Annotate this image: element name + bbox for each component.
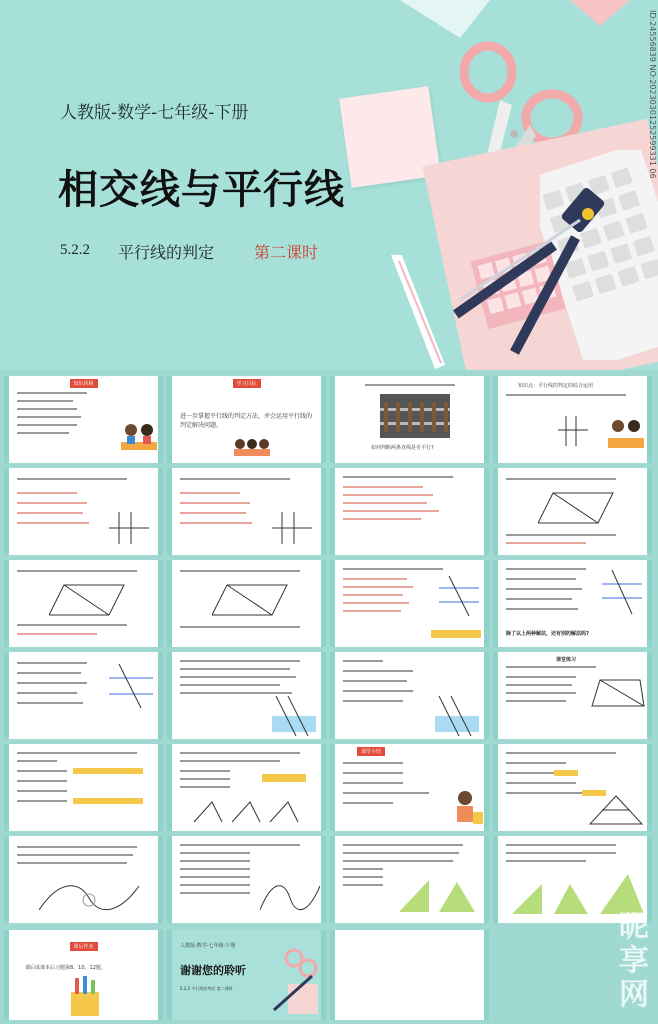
text-line — [180, 668, 290, 670]
text-line — [506, 676, 576, 678]
text-line — [180, 626, 300, 628]
text-line — [506, 762, 566, 764]
text-line — [17, 780, 67, 782]
text-line — [343, 700, 403, 702]
text-line — [506, 608, 578, 610]
watermark-id: ID:24556839 NO:20230301252599331 06 — [648, 10, 657, 179]
intersecting-lines-diagram-icon — [109, 664, 153, 708]
slide-thumb-5[interactable] — [4, 468, 163, 555]
slide-footer: 5.2.2 平行线的判定 第二课时 — [180, 986, 233, 991]
page-title: 相交线与平行线 — [58, 167, 345, 213]
text-line — [180, 522, 252, 524]
text-line — [17, 478, 127, 480]
slide-thumb-25[interactable] — [4, 930, 163, 1020]
slide-thumb-22[interactable] — [167, 836, 326, 923]
text-line — [17, 400, 73, 402]
text-line — [180, 884, 250, 886]
road-curve-diagram-icon — [260, 880, 320, 916]
slide-thumb-20[interactable] — [493, 744, 652, 831]
slide-thumb-17[interactable] — [4, 744, 163, 831]
compass-icon — [430, 180, 630, 370]
slide-text: 进一步掌握平行线的判定方法，并会运用平行线的判定解决问题。 — [180, 413, 313, 429]
text-line — [343, 602, 409, 604]
slide-thumb-4[interactable] — [493, 376, 652, 463]
slide-thumb-19[interactable] — [330, 744, 489, 831]
text-line — [180, 778, 230, 780]
text-line — [180, 868, 250, 870]
text-line — [17, 760, 57, 762]
slide-text: 除了以上两种解法，还有别的解法吗? — [506, 631, 589, 637]
text-line — [506, 568, 586, 570]
slide-thumb-12[interactable] — [493, 560, 652, 647]
scissors-compass-illustration-icon — [268, 940, 322, 1016]
text-line — [343, 510, 439, 512]
text-line — [506, 752, 616, 754]
text-line — [506, 692, 576, 694]
text-line — [343, 610, 401, 612]
parallel-lines-diagram-icon — [272, 512, 312, 544]
text-line — [17, 633, 97, 635]
set-square-diagram-icon — [395, 876, 479, 916]
slide-thumb-10[interactable] — [167, 560, 326, 647]
course-subtitle: 人教版-数学-七年级-下册 — [60, 103, 249, 123]
text-line — [506, 666, 596, 668]
pencil-holder-illustration-icon — [65, 976, 105, 1018]
parallelogram-diagram-icon — [212, 580, 292, 620]
text-line — [17, 862, 127, 864]
text-line — [343, 844, 463, 846]
text-line — [180, 502, 250, 504]
text-line — [180, 892, 250, 894]
text-line — [506, 852, 616, 854]
slide-thumb-6[interactable] — [167, 468, 326, 555]
text-line — [17, 672, 81, 674]
slide-text: 如何判断两条直线是否平行? — [371, 445, 434, 451]
text-line — [17, 424, 77, 426]
text-line — [180, 770, 230, 772]
slide-thumb-16[interactable] — [493, 652, 652, 739]
slide-thumb-14[interactable] — [167, 652, 326, 739]
text-line — [17, 770, 67, 772]
slide-tag: 课后作业 — [69, 942, 97, 951]
slide-thumb-9[interactable] — [4, 560, 163, 647]
text-line — [343, 586, 413, 588]
text-line — [506, 534, 616, 536]
text-line — [506, 844, 616, 846]
text-line — [180, 852, 250, 854]
text-line — [343, 762, 403, 764]
slide-thumb-1[interactable] — [4, 376, 163, 463]
text-line — [180, 752, 300, 754]
angle-diagrams-icon — [192, 798, 302, 826]
text-line — [17, 432, 69, 434]
text-line — [506, 684, 572, 686]
text-line — [343, 680, 407, 682]
text-line — [343, 876, 383, 878]
slide-tag: 课堂小结 — [357, 747, 385, 756]
text-line — [343, 860, 453, 862]
text-line — [343, 868, 383, 870]
text-line — [343, 670, 413, 672]
girl-illustration-icon — [449, 788, 485, 828]
text-line — [17, 522, 89, 524]
slide-title: 谢谢您的聆听 — [180, 964, 246, 977]
brand-watermark: 昵享网 — [613, 910, 648, 1012]
text-line — [343, 660, 383, 662]
text-line — [343, 594, 403, 596]
text-line — [506, 782, 576, 784]
text-line — [506, 598, 572, 600]
highlight-box — [262, 774, 306, 782]
students-illustration-icon — [232, 436, 272, 458]
parallel-lines-diagram-icon — [558, 416, 588, 446]
text-line — [17, 502, 87, 504]
parallelogram-diagram-icon — [49, 580, 129, 620]
text-line — [343, 852, 459, 854]
text-line — [343, 578, 407, 580]
text-line — [343, 518, 421, 520]
text-line — [17, 854, 133, 856]
slide-header: 课堂练习 — [556, 657, 577, 663]
text-line — [343, 884, 383, 886]
text-line — [343, 494, 433, 496]
text-line — [17, 492, 77, 494]
text-line — [180, 660, 300, 662]
intersecting-lines-diagram-icon — [602, 570, 642, 614]
text-line — [180, 676, 296, 678]
text-line — [506, 700, 566, 702]
text-line — [365, 384, 455, 386]
slide-thumb-2[interactable] — [167, 376, 326, 463]
text-line — [180, 876, 250, 878]
quadrilateral-diagram-icon — [590, 676, 646, 710]
text-line — [506, 478, 616, 480]
slide-thumb-7[interactable] — [330, 468, 489, 555]
text-line — [343, 802, 393, 804]
slide-thumb-15[interactable] — [330, 652, 489, 739]
text-line — [17, 800, 67, 802]
text-line — [17, 570, 137, 572]
text-line — [17, 692, 77, 694]
pink-paper-icon — [560, 0, 630, 30]
text-line — [180, 844, 300, 846]
slide-thumb-11[interactable] — [330, 560, 489, 647]
slide-text: 课后成课本后习题第8、10、12题。 — [25, 965, 106, 971]
text-line — [180, 760, 280, 762]
text-line — [343, 486, 423, 488]
students-illustration-icon — [119, 416, 159, 456]
text-line — [343, 782, 403, 784]
text-line — [506, 792, 582, 794]
slide-thumb-26[interactable] — [167, 930, 326, 1020]
slide-header: 人教版-数学-七年级-下册 — [180, 943, 236, 949]
text-line — [343, 568, 443, 570]
railway-photo-icon — [380, 394, 450, 438]
slide-thumb-27-empty — [330, 930, 489, 1020]
slide-thumb-23[interactable] — [330, 836, 489, 923]
text-line — [17, 392, 87, 394]
text-line — [17, 408, 77, 410]
slide-tag: 知识回顾 — [69, 379, 97, 388]
text-line — [17, 702, 83, 704]
lesson-period: 第二课时 — [254, 243, 319, 262]
text-line — [180, 786, 230, 788]
slide-thumbnail-grid — [0, 370, 658, 1024]
text-line — [180, 692, 292, 694]
slide-header: 知识点：平行线的判定的综合运用 — [518, 383, 594, 389]
text-line — [180, 478, 290, 480]
highlight-box — [73, 768, 143, 774]
students-illustration-icon — [606, 416, 646, 454]
text-line — [17, 512, 83, 514]
intersecting-lines-diagram-icon — [439, 576, 479, 616]
text-line — [17, 682, 87, 684]
slide-thumb-21[interactable] — [4, 836, 163, 923]
text-line — [506, 588, 582, 590]
pencil-icon — [385, 255, 455, 370]
water-light-diagram-icon — [435, 696, 479, 736]
slide-tag: 学习目标 — [232, 379, 260, 388]
text-line — [180, 860, 250, 862]
parallel-lines-diagram-icon — [109, 512, 149, 544]
text-line — [506, 578, 576, 580]
slide-thumb-18[interactable] — [167, 744, 326, 831]
text-line — [506, 542, 586, 544]
text-line — [180, 684, 280, 686]
lesson-number: 5.2.2 — [60, 242, 90, 258]
parallelogram-diagram-icon — [538, 488, 618, 528]
highlight-box — [554, 770, 578, 776]
text-line — [343, 502, 427, 504]
water-light-diagram-icon — [272, 696, 316, 736]
slide-thumb-13[interactable] — [4, 652, 163, 739]
text-line — [17, 752, 137, 754]
text-line — [17, 790, 67, 792]
road-curve-diagram-icon — [39, 880, 139, 916]
text-line — [506, 860, 586, 862]
text-line — [343, 792, 429, 794]
text-line — [343, 772, 403, 774]
text-line — [17, 846, 137, 848]
slide-thumb-3[interactable] — [330, 376, 489, 463]
lesson-name: 平行线的判定 — [118, 243, 215, 262]
highlight-box — [73, 798, 143, 804]
text-line — [180, 570, 300, 572]
text-line — [343, 476, 453, 478]
triangle-diagram-icon — [588, 794, 644, 826]
text-line — [17, 416, 81, 418]
text-line — [17, 624, 127, 626]
text-line — [180, 492, 240, 494]
text-line — [17, 662, 87, 664]
text-line — [343, 690, 413, 692]
text-line — [506, 394, 626, 396]
slide-thumb-8[interactable] — [493, 468, 652, 555]
title-slide[interactable] — [0, 0, 658, 370]
highlight-box — [431, 630, 481, 638]
text-line — [180, 512, 246, 514]
